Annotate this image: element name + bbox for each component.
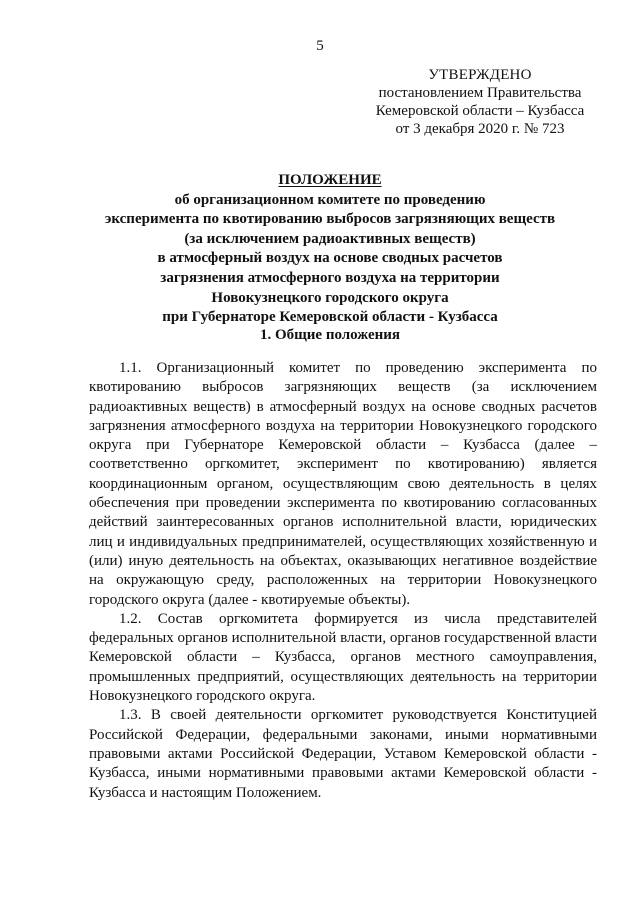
approval-line: Кемеровской области – Кузбасса [375, 103, 585, 119]
title-line: в атмосферный воздух на основе сводных расчетов [157, 250, 503, 267]
approval-heading: УТВЕРЖДЕНО [428, 67, 532, 83]
paragraph-1-3: 1.3. В своей деятельности оргкомитет руководствуется Конституцией Российской Федерации, федеральными законами, иными нормативными правовыми актами Российской Федерации, Уставом Кемеровской области - Кузбасса, иными нормативными правовыми актами Кемеровской области - Кузбасса и настоящим Положением. [89, 707, 597, 801]
title-line: Новокузнецкого городского округа [211, 289, 449, 306]
title-line: загрязнения атмосферного воздуха на территории [160, 269, 500, 286]
section-heading: 1. Общие положения [259, 327, 401, 343]
title-line: эксперимента по квотированию выбросов загрязняющих веществ [104, 211, 556, 228]
section-body [89, 359, 597, 803]
title-line: при Губернаторе Кемеровской области - Кузбасса [162, 309, 498, 326]
page-number: 5 [316, 38, 324, 54]
document-title-block [60, 171, 600, 328]
paragraph-1-1: 1.1. Организационный комитет по проведению эксперимента по квотированию выбросов загрязняющих веществ (за исключением радиоактивных веществ) в атмосферный воздух на основе сводных расчетов загрязнения атмосферного воздуха на территории Новокузнецкого городского округа при Губернаторе Кемеровской области – Кузбасса (далее – соответственно оргкомитет, эксперимент по квотированию) является координационным органом, осуществляющим свою деятельность в целях обеспечения при проведении эксперимента по квотированию согласованных действий заинтересованных органов исполнительной власти, юридических лиц и индивидуальных предпринимателей, осуществляющих хозяйственную и (или) иную деятельность на объектах, оказывающих негативное воздействие на окружающую среду, расположенных на территории Новокузнецкого городского округа (далее - квотируемые объекты). [89, 360, 597, 608]
paragraph-1-2: 1.2. Состав оргкомитета формируется из числа представителей федеральных органов исполнительной власти, органов государственной власти Кемеровской области – Кузбасса, органов местного самоуправления, промышленных предприятий, осуществляющих деятельность на территории Новокузнецкого городского округа. [89, 610, 597, 705]
approval-stamp [355, 66, 605, 138]
document-title: ПОЛОЖЕНИЕ [278, 172, 382, 188]
approval-line: постановлением Правительства [378, 85, 582, 101]
title-line: (за исключением радиоактивных веществ) [184, 230, 476, 247]
approval-date-line: от 3 декабря 2020 г. № 723 [395, 121, 565, 137]
title-line: об организационном комитете по проведению [174, 191, 486, 208]
